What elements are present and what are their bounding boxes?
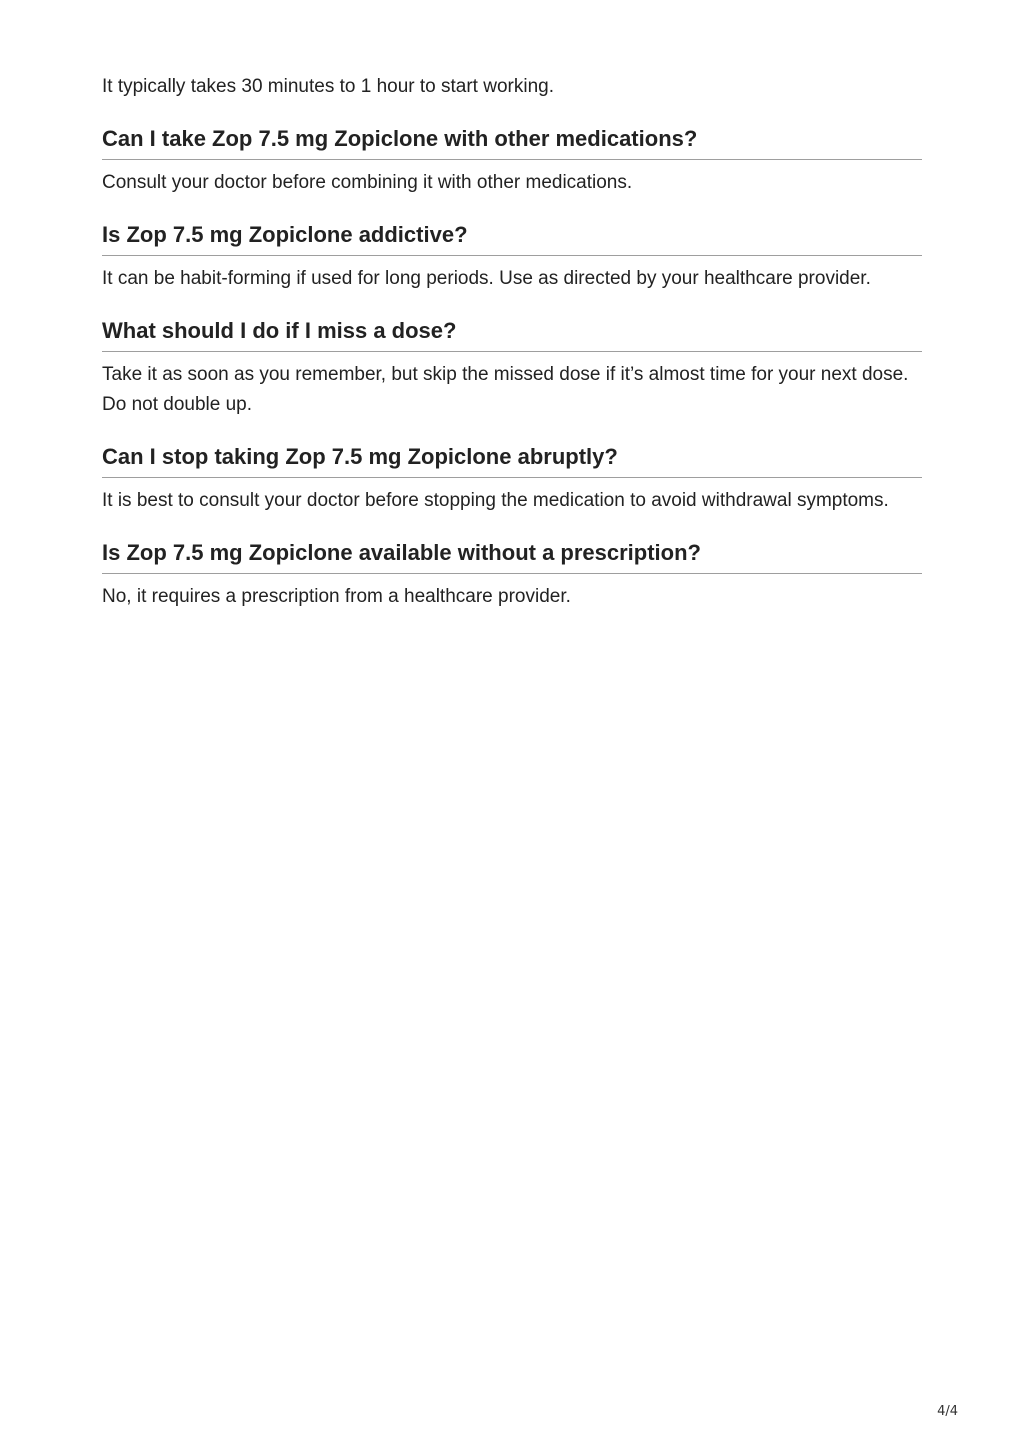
faq-question: Can I take Zop 7.5 mg Zopiclone with other medications? bbox=[102, 124, 922, 160]
faq-question: Is Zop 7.5 mg Zopiclone addictive? bbox=[102, 220, 922, 256]
faq-question: Is Zop 7.5 mg Zopiclone available without a prescription? bbox=[102, 538, 922, 574]
faq-question: What should I do if I miss a dose? bbox=[102, 316, 922, 352]
faq-answer: Take it as soon as you remember, but skip the missed dose if it’s almost time for your next dose. Do not double up. bbox=[102, 364, 909, 415]
faq-answer: Consult your doctor before combining it with other medications. bbox=[102, 172, 633, 193]
document-content bbox=[102, 72, 922, 612]
faq-item bbox=[102, 442, 922, 516]
faq-item bbox=[102, 538, 922, 612]
faq-item bbox=[102, 124, 922, 198]
intro-paragraph: It typically takes 30 minutes to 1 hour to start working. bbox=[102, 76, 554, 97]
page-number: 4/4 bbox=[937, 1404, 958, 1419]
faq-answer: No, it requires a prescription from a healthcare provider. bbox=[102, 586, 571, 607]
faq-item bbox=[102, 316, 922, 420]
faq-answer: It can be habit-forming if used for long periods. Use as directed by your healthcare provider. bbox=[102, 268, 871, 289]
faq-item bbox=[102, 220, 922, 294]
faq-answer: It is best to consult your doctor before stopping the medication to avoid withdrawal symptoms. bbox=[102, 490, 889, 511]
faq-question: Can I stop taking Zop 7.5 mg Zopiclone abruptly? bbox=[102, 442, 922, 478]
